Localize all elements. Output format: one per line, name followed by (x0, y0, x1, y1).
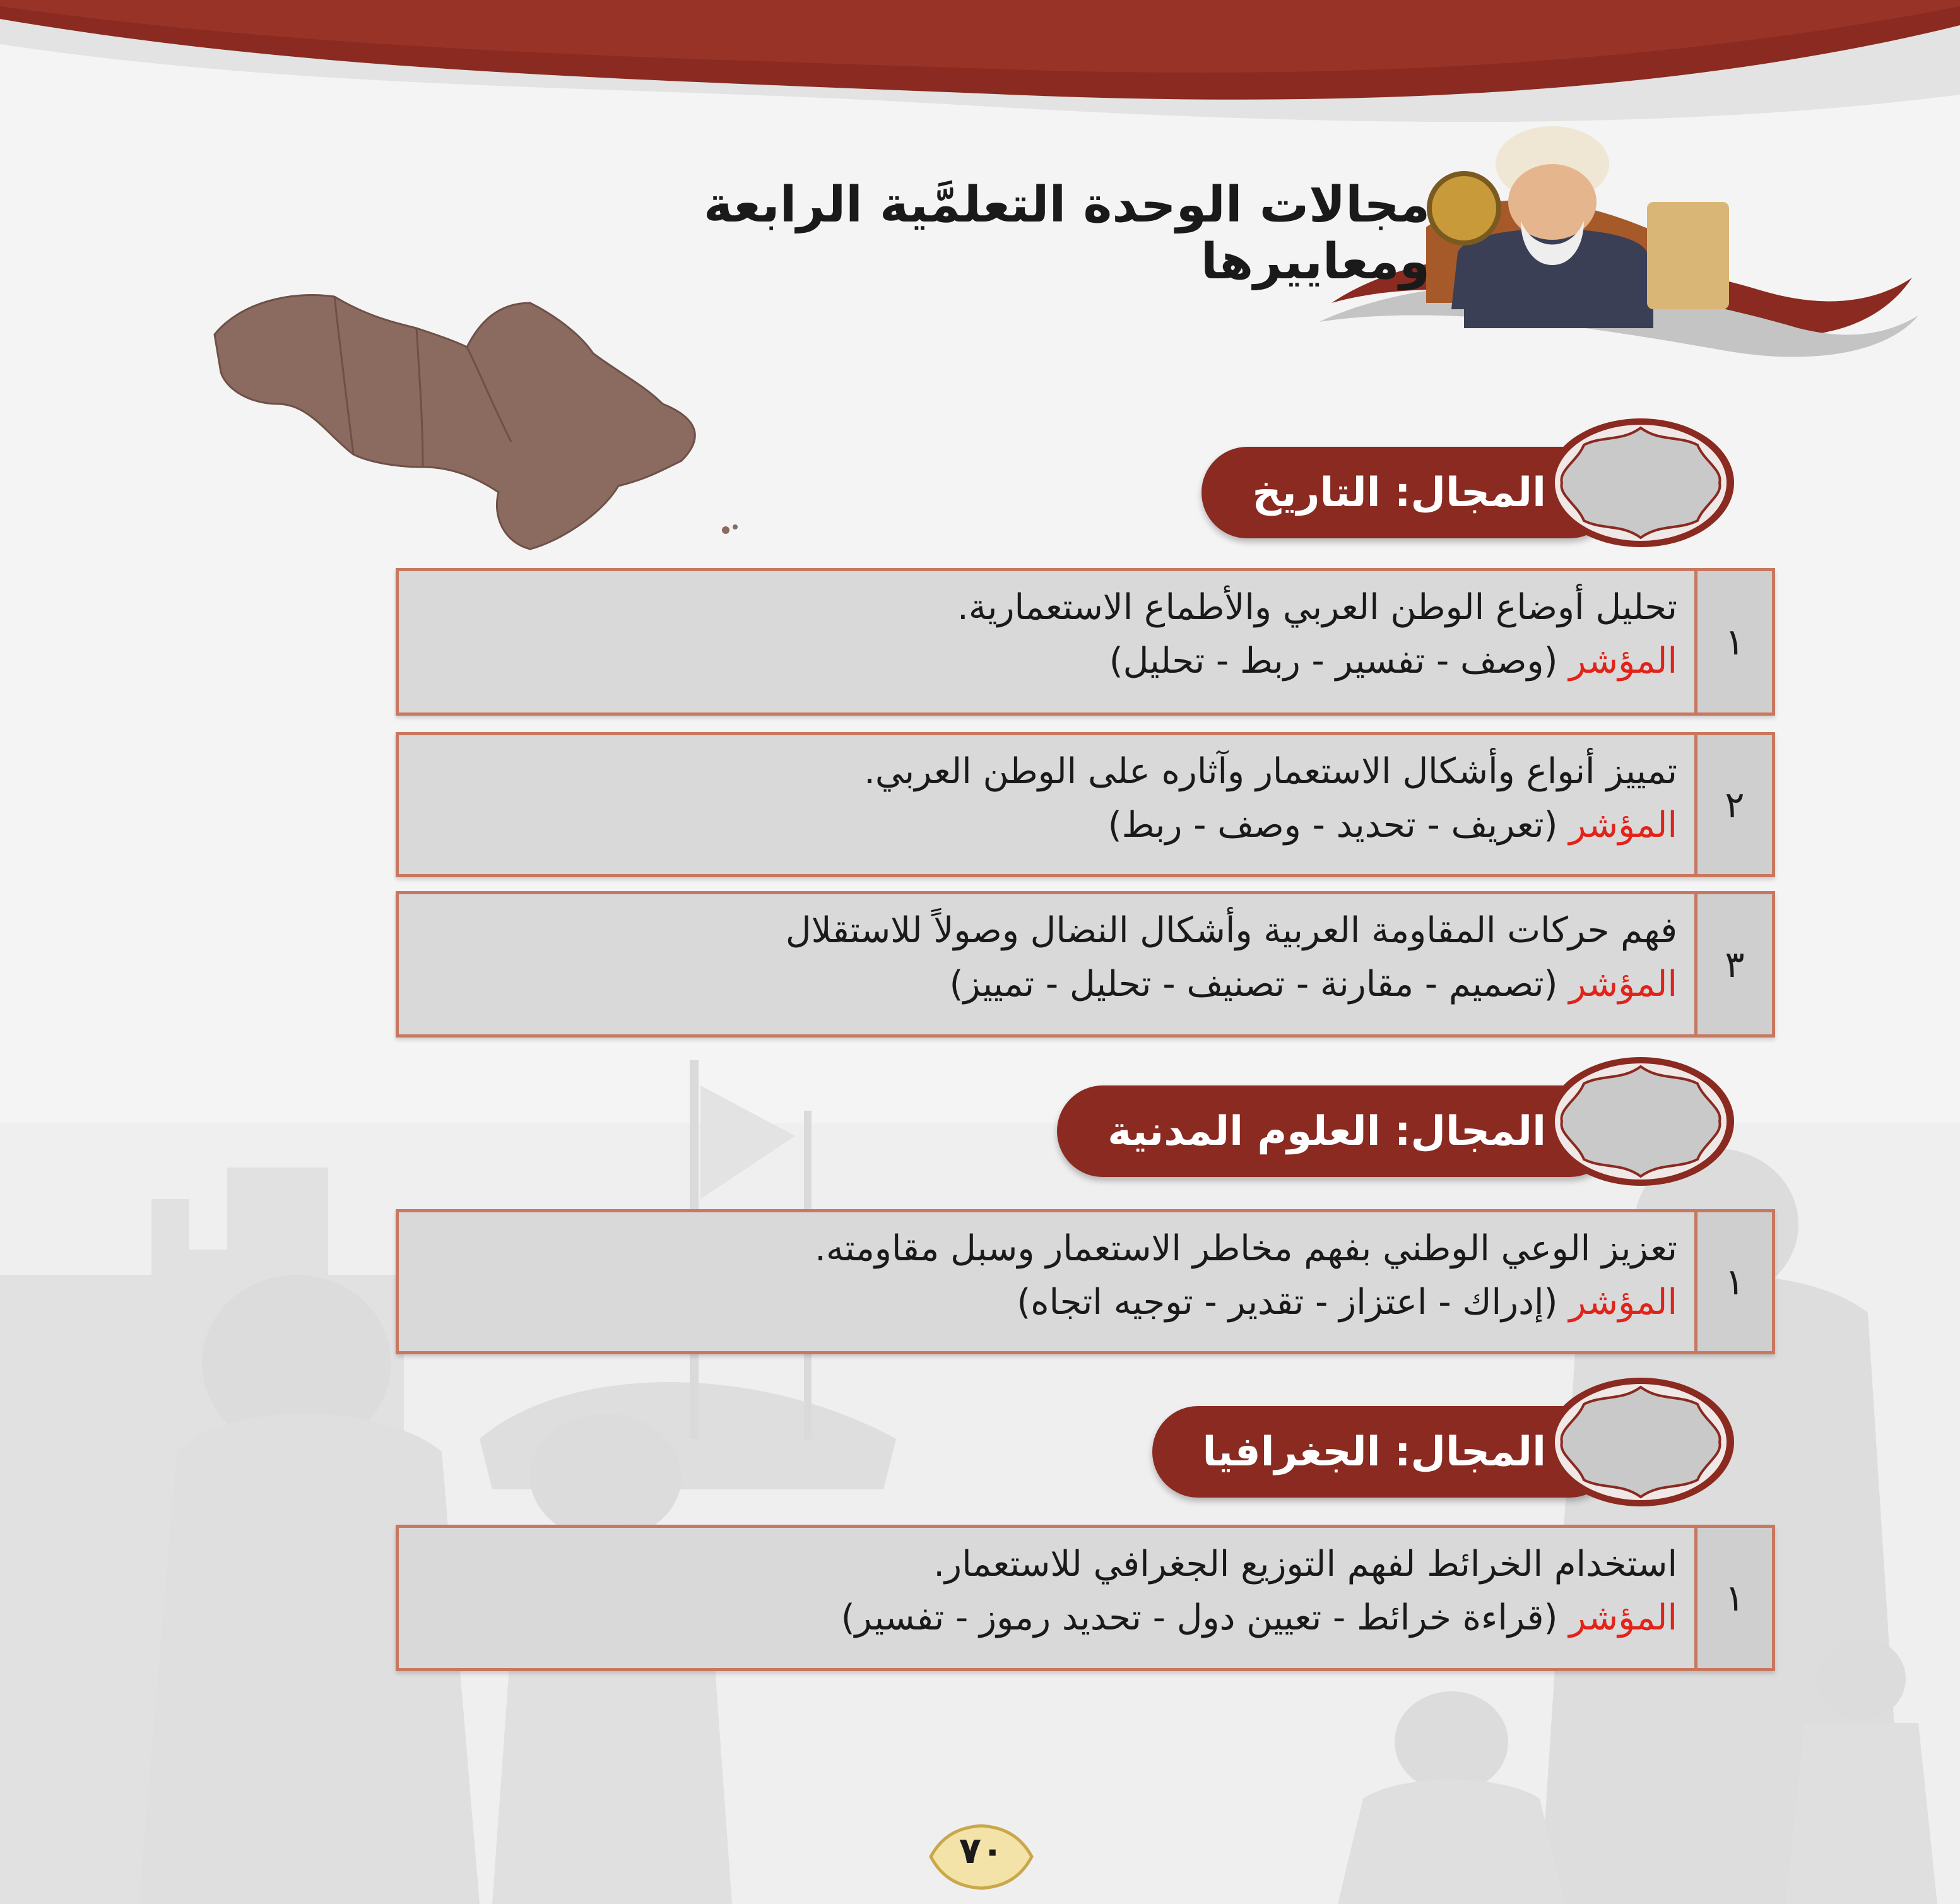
indicator-values: (وصف - تفسير - ربط - تحليل) (1109, 640, 1558, 682)
criterion-number-cell (1694, 735, 1772, 874)
criterion-text (418, 749, 1677, 849)
domain-label: المجال: الجغرافيا (1202, 1428, 1546, 1475)
indicator-label: المؤشر (1569, 640, 1677, 682)
domain-label: المجال: العلوم المدنية (1107, 1108, 1546, 1155)
criterion-number: ١ (1725, 620, 1745, 663)
criterion-indicator (418, 962, 1677, 1008)
indicator-label: المؤشر (1569, 804, 1677, 846)
indicator-label: المؤشر (1569, 1281, 1677, 1323)
domain-pill (1057, 1085, 1615, 1177)
criterion-number-cell (1694, 894, 1772, 1034)
domain-header-civics (1073, 1055, 1735, 1188)
indicator-label: المؤشر (1569, 1597, 1677, 1638)
criterion-statement: تعزيز الوعي الوطني بفهم مخاطر الاستعمار وسبل مقاومته. (815, 1228, 1677, 1269)
criterion-box (396, 891, 1775, 1038)
criterion-statement: تمييز أنواع وأشكال الاستعمار وآثاره على الوطن العربي. (864, 751, 1677, 792)
criterion-text (418, 1542, 1677, 1641)
criterion-indicator (418, 1595, 1677, 1641)
criterion-indicator (418, 803, 1677, 849)
criterion-number-cell (1694, 1528, 1772, 1668)
criterion-text (418, 908, 1677, 1008)
ornamental-badge-icon (1546, 417, 1735, 549)
indicator-values: (إدراك - اعتزاز - تقدير - توجيه اتجاه) (1017, 1281, 1558, 1323)
criterion-box (396, 568, 1775, 716)
criterion-box (396, 1525, 1775, 1671)
criterion-text (418, 585, 1677, 685)
ornamental-badge-icon (1546, 1376, 1735, 1508)
page-title: مجالات الوحدة التعلمَّية الرابعة ومعاييرها (703, 177, 1430, 290)
criterion-statement: استخدام الخرائط لفهم التوزيع الجغرافي للاستعمار. (933, 1544, 1677, 1585)
criterion-box (396, 1209, 1775, 1354)
indicator-values: (تصميم - مقارنة - تصنيف - تحليل - تمييز) (949, 963, 1558, 1005)
criterion-indicator (418, 1280, 1677, 1326)
criterion-number-cell (1694, 1212, 1772, 1351)
criterion-number: ٢ (1725, 783, 1745, 826)
criterion-number-cell (1694, 571, 1772, 713)
page-number: ٧٠ (959, 1829, 1004, 1872)
domain-header-history (1073, 417, 1735, 549)
ornamental-badge-icon (1546, 1055, 1735, 1188)
criterion-statement: تحليل أوضاع الوطن العربي والأطماع الاستعمارية. (957, 587, 1677, 628)
criterion-number: ٣ (1725, 943, 1745, 986)
arab-world-map-icon (202, 278, 770, 568)
domain-header-geography (1073, 1376, 1735, 1508)
criterion-indicator (418, 639, 1677, 685)
domain-label: المجال: التاريخ (1252, 469, 1546, 516)
indicator-values: (قراءة خرائط - تعيين دول - تحديد رموز - تفسير) (841, 1597, 1558, 1638)
criterion-number: ١ (1725, 1576, 1745, 1619)
criterion-statement: فهم حركات المقاومة العربية وأشكال النضال وصولاً للاستقلال (785, 910, 1677, 951)
criterion-box (396, 732, 1775, 877)
indicator-label: المؤشر (1569, 963, 1677, 1005)
indicator-values: (تعريف - تحديد - وصف - ربط) (1107, 804, 1558, 846)
criterion-number: ١ (1725, 1260, 1745, 1303)
criterion-text (418, 1226, 1677, 1326)
